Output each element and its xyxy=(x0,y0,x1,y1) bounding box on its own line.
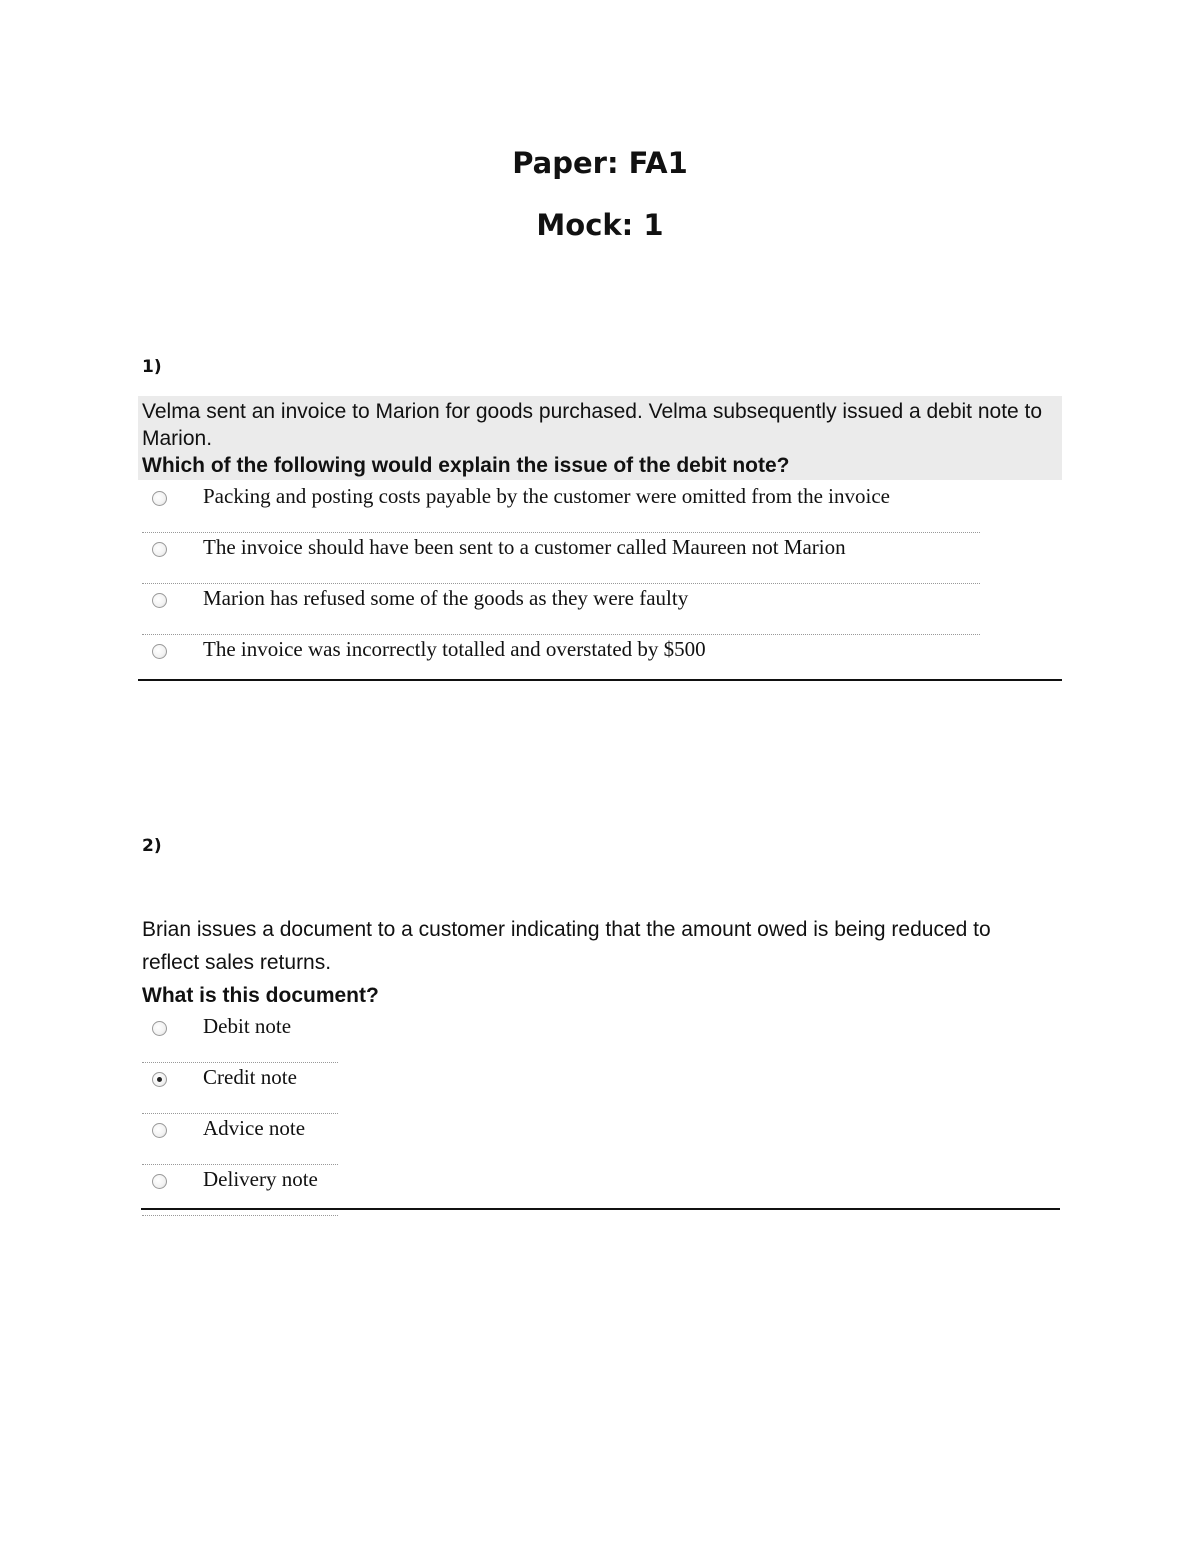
option-label: Marion has refused some of the goods as they were faulty xyxy=(203,586,689,610)
question-2-stem-box xyxy=(142,913,1022,1012)
question-1-prompt: Which of the following would explain the issue of the debit note? xyxy=(142,454,790,477)
radio-button-selected-icon[interactable] xyxy=(152,1072,167,1087)
radio-button-icon[interactable] xyxy=(152,542,167,557)
question-1-divider xyxy=(138,679,1062,681)
question-2-options xyxy=(142,1012,338,1216)
option-label: The invoice should have been sent to a customer called Maureen not Marion xyxy=(203,535,846,559)
question-1-options xyxy=(142,482,980,685)
paper-title: Paper: FA1 xyxy=(512,146,688,180)
question-2-option-a[interactable] xyxy=(142,1012,338,1063)
question-2-prompt: What is this document? xyxy=(142,984,379,1007)
option-label: The invoice was incorrectly totalled and overstated by $500 xyxy=(203,637,706,661)
radio-button-icon[interactable] xyxy=(152,1174,167,1189)
option-label: Packing and posting costs payable by the customer were omitted from the invoice xyxy=(203,484,890,508)
radio-button-icon[interactable] xyxy=(152,644,167,659)
question-1-number: 1) xyxy=(142,357,162,377)
question-2-option-c[interactable] xyxy=(142,1114,338,1165)
radio-button-icon[interactable] xyxy=(152,1021,167,1036)
question-1-option-a[interactable] xyxy=(142,482,980,533)
radio-button-icon[interactable] xyxy=(152,491,167,506)
option-label: Debit note xyxy=(203,1014,292,1038)
question-2-divider xyxy=(141,1208,1060,1210)
radio-button-icon[interactable] xyxy=(152,593,167,608)
question-2-stem: Brian issues a document to a customer indicating that the amount owed is being reduced to reflect sales returns. xyxy=(142,918,991,974)
question-1-option-b[interactable] xyxy=(142,533,980,584)
question-1-stem: Velma sent an invoice to Marion for goods purchased. Velma subsequently issued a debit note to Marion. xyxy=(142,400,1043,450)
question-2-number: 2) xyxy=(142,836,162,856)
mock-title: Mock: 1 xyxy=(536,208,664,242)
question-2-option-b[interactable] xyxy=(142,1063,338,1114)
radio-button-icon[interactable] xyxy=(152,1123,167,1138)
option-label: Delivery note xyxy=(203,1167,318,1191)
option-label: Advice note xyxy=(203,1116,306,1140)
option-label: Credit note xyxy=(203,1065,297,1089)
question-1-stem-box xyxy=(138,396,1062,480)
question-1-option-c[interactable] xyxy=(142,584,980,635)
question-1-option-d[interactable] xyxy=(142,635,980,685)
